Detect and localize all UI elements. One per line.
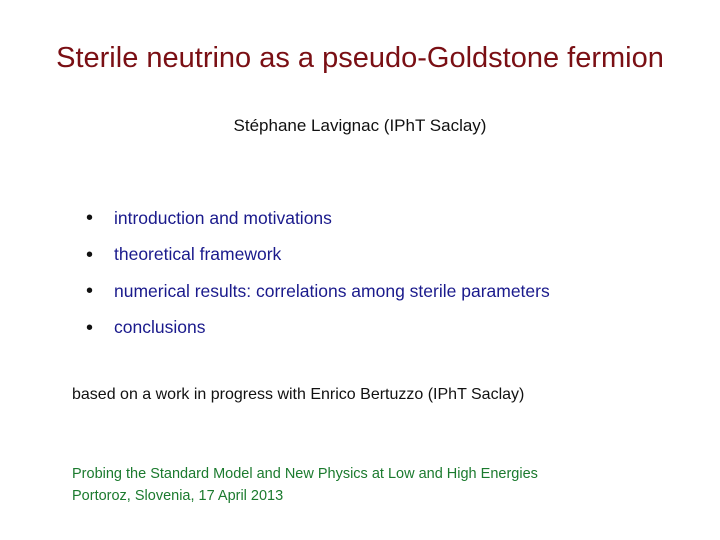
outline-item-label: conclusions [114, 317, 206, 338]
bullet-dot-icon: • [86, 243, 94, 266]
conference-name: Probing the Standard Model and New Physics at Low and High Energies [72, 466, 538, 482]
list-item [86, 273, 550, 310]
bullet-dot-icon: • [86, 316, 94, 339]
list-item [86, 200, 550, 237]
conference-info [72, 463, 538, 507]
bullet-dot-icon: • [86, 280, 94, 303]
slide-title: Sterile neutrino as a pseudo-Goldstone fermion [56, 42, 664, 74]
list-item [86, 237, 550, 274]
conference-location-date: Portoroz, Slovenia, 17 April 2013 [72, 488, 284, 504]
outline-item-label: introduction and motivations [114, 207, 332, 228]
collaboration-note: based on a work in progress with Enrico Bertuzzo (IPhT Saclay) [72, 386, 525, 403]
outline-list [86, 200, 550, 346]
list-item [86, 310, 550, 347]
author-line: Stéphane Lavignac (IPhT Saclay) [233, 116, 487, 135]
outline-item-label: theoretical framework [114, 244, 282, 265]
bullet-dot-icon: • [86, 207, 94, 230]
outline-item-label: numerical results: correlations among sterile parameters [114, 280, 550, 301]
